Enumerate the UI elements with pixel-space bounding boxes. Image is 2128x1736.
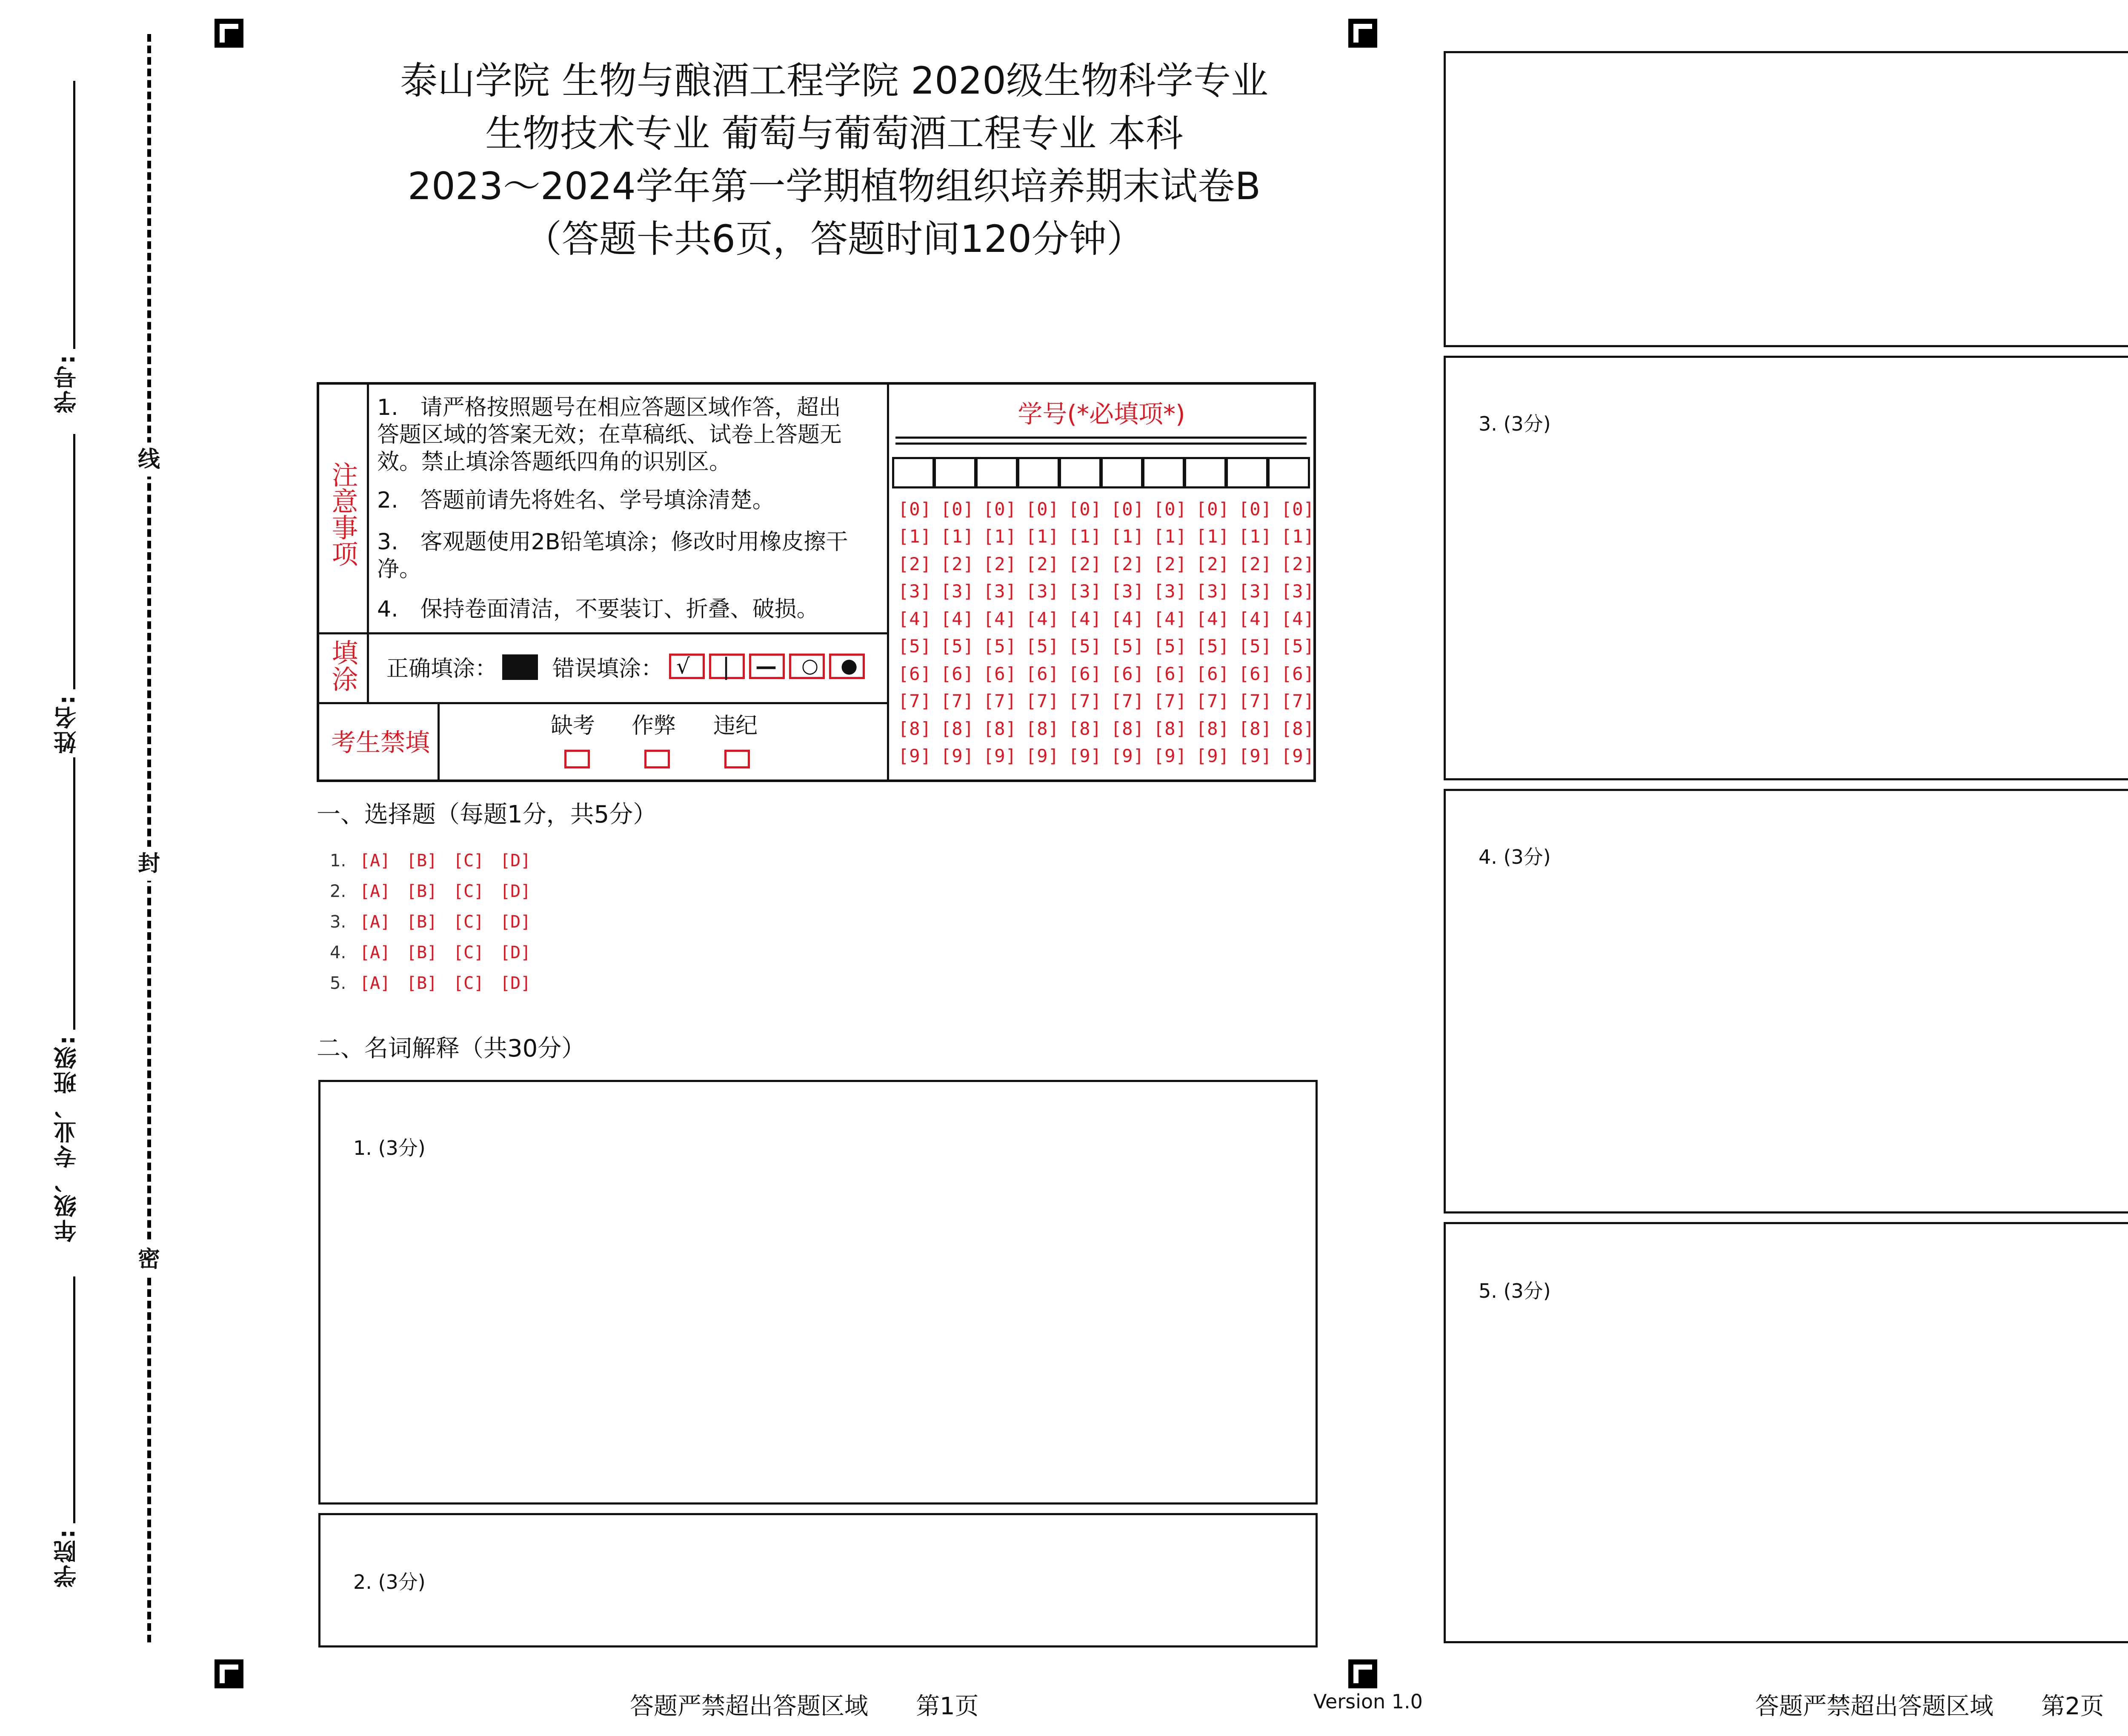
digit-row xyxy=(898,523,1324,551)
digit-bubble[interactable]: [2] xyxy=(1068,553,1102,574)
digit-bubble[interactable]: [0] xyxy=(941,498,974,520)
wrong-mark-circle: ○ xyxy=(789,654,825,679)
answer-box-q2[interactable] xyxy=(318,1513,1318,1647)
digit-row xyxy=(898,605,1324,633)
digit-bubble[interactable]: [2] xyxy=(1111,553,1144,574)
answer-box-continued[interactable] xyxy=(1444,51,2128,347)
mcq-row xyxy=(330,912,547,932)
exam-title-line3: 2023～2024学年第一学期植物组织培养期末试卷B xyxy=(407,164,1261,208)
section1-title: 一、选择题（每题1分，共5分） xyxy=(317,801,657,828)
digit-bubble[interactable]: [3] xyxy=(1196,581,1230,602)
table-divider xyxy=(887,382,889,782)
student-id-digit-cell[interactable] xyxy=(1101,457,1143,488)
digit-bubble[interactable]: [6] xyxy=(1111,663,1144,684)
digit-bubble[interactable]: [9] xyxy=(898,745,932,767)
correct-fill-sample xyxy=(502,654,538,680)
footer-page1: 答题严禁超出答题区域 第1页 xyxy=(630,1693,979,1720)
notice-item-4: 4. 保持卷面清洁，不要装订、折叠、破损。 xyxy=(377,597,819,622)
exam-only-label: 考生禁填 xyxy=(331,728,430,757)
digit-bubble[interactable]: [5] xyxy=(1196,636,1230,657)
digit-bubble[interactable]: [7] xyxy=(1196,691,1230,712)
exam-title-line4: （答题卡共6页，答题时间120分钟） xyxy=(524,217,1144,261)
digit-bubble[interactable]: [8] xyxy=(1281,718,1315,739)
digit-bubble[interactable]: [3] xyxy=(1153,581,1187,602)
digit-bubble[interactable]: [0] xyxy=(1068,498,1102,520)
digit-bubble[interactable]: [8] xyxy=(1238,718,1272,739)
notice-item-1: 1. 请严格按照题号在相应答题区域作答，超出答题区域的答案无效；在草稿纸、试卷上答题无效。禁止填涂答题纸四角的识别区。 xyxy=(377,395,842,475)
mcq-option-bubble[interactable]: [B] xyxy=(406,851,438,871)
digit-bubble[interactable]: [2] xyxy=(898,553,932,574)
digit-bubble[interactable]: [5] xyxy=(1153,636,1187,657)
digit-bubble[interactable]: [2] xyxy=(941,553,974,574)
notice-side-label: 注意事项 xyxy=(327,461,358,567)
digit-row xyxy=(898,688,1324,715)
student-id-digit-cell[interactable] xyxy=(934,457,976,488)
student-id-title: 学号(*必填项*) xyxy=(1018,400,1185,428)
name-line xyxy=(73,434,75,689)
digit-bubble[interactable]: [5] xyxy=(1026,636,1059,657)
corner-marker-icon xyxy=(1348,19,1377,48)
digit-row xyxy=(898,633,1324,660)
digit-bubble[interactable]: [6] xyxy=(898,663,932,684)
wrong-mark-check: √ xyxy=(669,654,705,679)
digit-bubble[interactable]: [9] xyxy=(1196,745,1230,767)
digit-bubble[interactable]: [2] xyxy=(1281,553,1315,574)
digit-bubble[interactable]: [9] xyxy=(983,745,1017,767)
digit-row xyxy=(898,578,1324,605)
digit-bubble[interactable]: [6] xyxy=(1196,663,1230,684)
digit-bubble[interactable]: [9] xyxy=(1238,745,1272,767)
student-id-digit-cell[interactable] xyxy=(1059,457,1101,488)
wrong-mark-dash: — xyxy=(749,654,785,679)
digit-bubble[interactable]: [4] xyxy=(1153,608,1187,629)
class-line xyxy=(73,757,75,1030)
mcq-option-bubble[interactable]: [D] xyxy=(500,943,531,962)
digit-bubble[interactable]: [3] xyxy=(1026,581,1059,602)
digit-bubble[interactable]: [9] xyxy=(941,745,974,767)
mcq-row xyxy=(330,882,547,901)
table-divider xyxy=(317,702,889,704)
corner-marker-icon xyxy=(215,1659,243,1688)
mcq-row xyxy=(330,943,547,962)
absent-label: 缺考 xyxy=(551,713,595,739)
mcq-number: 2. xyxy=(330,882,346,901)
digit-bubble[interactable]: [8] xyxy=(1153,718,1187,739)
digit-bubble[interactable]: [5] xyxy=(983,636,1017,657)
digit-bubble[interactable]: [3] xyxy=(1068,581,1102,602)
digit-bubble[interactable]: [9] xyxy=(1068,745,1102,767)
digit-bubble[interactable]: [8] xyxy=(898,718,932,739)
mcq-number: 3. xyxy=(330,912,346,932)
mcq-number: 1. xyxy=(330,851,346,871)
digit-bubble[interactable]: [7] xyxy=(983,691,1017,712)
digit-bubble[interactable]: [3] xyxy=(1281,581,1315,602)
digit-bubble[interactable]: [2] xyxy=(983,553,1017,574)
digit-bubble[interactable]: [6] xyxy=(941,663,974,684)
mcq-option-bubble[interactable]: [B] xyxy=(406,943,438,962)
student-id-digit-cell[interactable] xyxy=(1142,457,1185,488)
mcq-option-bubble[interactable]: [B] xyxy=(406,912,438,932)
wrong-mark-bar: | xyxy=(709,654,745,679)
digit-bubble[interactable]: [8] xyxy=(1196,718,1230,739)
college-label: 学院: xyxy=(53,1528,80,1588)
digit-bubble[interactable]: [1] xyxy=(1238,526,1272,547)
version-label: Version 1.0 xyxy=(1313,1690,1423,1713)
digit-bubble[interactable]: [1] xyxy=(898,526,932,547)
table-divider xyxy=(317,632,889,634)
mcq-option-bubble[interactable]: [B] xyxy=(406,974,438,993)
digit-bubble[interactable]: [4] xyxy=(1281,608,1315,629)
mcq-option-bubble[interactable]: [C] xyxy=(453,974,484,993)
digit-bubble[interactable]: [2] xyxy=(1238,553,1272,574)
binding-dashed-line xyxy=(147,34,151,1642)
digit-bubble[interactable]: [3] xyxy=(1238,581,1272,602)
student-id-line xyxy=(73,81,75,349)
digit-bubble[interactable]: [7] xyxy=(898,691,932,712)
exam-title-line2: 生物技术专业 葡萄与葡萄酒工程专业 本科 xyxy=(485,111,1183,155)
cheating-checkbox[interactable] xyxy=(644,750,670,768)
mcq-option-bubble[interactable]: [C] xyxy=(453,851,484,871)
mcq-option-bubble[interactable]: [D] xyxy=(500,974,531,993)
question-5-label: 5. (3分) xyxy=(1479,1279,1551,1302)
digit-bubble[interactable]: [6] xyxy=(983,663,1017,684)
digit-bubble[interactable]: [0] xyxy=(1196,498,1230,520)
wrong-mark-dot: ● xyxy=(829,654,865,679)
digit-bubble[interactable]: [4] xyxy=(1238,608,1272,629)
answer-box-q1[interactable] xyxy=(318,1080,1318,1505)
class-label: 年级、专业、班级: xyxy=(53,1034,80,1242)
mcq-number: 4. xyxy=(330,943,346,962)
digit-bubble[interactable]: [0] xyxy=(1153,498,1187,520)
seal-char-seal: 封 xyxy=(136,847,162,881)
digit-row xyxy=(898,715,1324,742)
digit-bubble[interactable]: [4] xyxy=(898,608,932,629)
name-label: 姓名: xyxy=(53,694,80,754)
student-id-title-rule xyxy=(895,443,1307,445)
corner-marker-icon xyxy=(1348,1659,1377,1688)
digit-bubble[interactable]: [8] xyxy=(1026,718,1059,739)
digit-bubble[interactable]: [3] xyxy=(983,581,1017,602)
mcq-option-bubble[interactable]: [B] xyxy=(406,882,438,901)
notice-item-3: 3. 客观题使用2B铅笔填涂；修改时用橡皮擦干净。 xyxy=(377,529,848,582)
absent-checkbox[interactable] xyxy=(564,750,590,768)
digit-bubble[interactable]: [8] xyxy=(983,718,1017,739)
digit-bubble[interactable]: [0] xyxy=(898,498,932,520)
seal-char-secret: 密 xyxy=(136,1242,162,1276)
digit-bubble[interactable]: [9] xyxy=(1026,745,1059,767)
mcq-option-bubble[interactable]: [A] xyxy=(360,974,391,993)
digit-bubble[interactable]: [7] xyxy=(941,691,974,712)
violation-checkbox[interactable] xyxy=(724,750,750,768)
digit-bubble[interactable]: [0] xyxy=(1238,498,1272,520)
student-id-bubble-grid[interactable] xyxy=(898,495,1324,770)
mcq-option-bubble[interactable]: [D] xyxy=(500,882,531,901)
corner-marker-icon xyxy=(215,19,243,48)
digit-bubble[interactable]: [1] xyxy=(1196,526,1230,547)
digit-bubble[interactable]: [0] xyxy=(1026,498,1059,520)
student-id-digit-cell[interactable] xyxy=(1017,457,1060,488)
student-id-label: 学号: xyxy=(53,353,80,414)
digit-bubble[interactable]: [7] xyxy=(1238,691,1272,712)
digit-bubble[interactable]: [6] xyxy=(1281,663,1315,684)
seal-char-line: 线 xyxy=(136,443,162,477)
digit-bubble[interactable]: [6] xyxy=(1153,663,1187,684)
digit-bubble[interactable]: [5] xyxy=(941,636,974,657)
exam-title-line1: 泰山学院 生物与酿酒工程学院 2020级生物科学专业 xyxy=(400,59,1268,103)
digit-bubble[interactable]: [5] xyxy=(1238,636,1272,657)
digit-bubble[interactable]: [3] xyxy=(898,581,932,602)
digit-bubble[interactable]: [7] xyxy=(1281,691,1315,712)
digit-bubble[interactable]: [5] xyxy=(1068,636,1102,657)
digit-bubble[interactable]: [1] xyxy=(1026,526,1059,547)
student-id-digit-cell[interactable] xyxy=(1267,457,1310,488)
digit-bubble[interactable]: [7] xyxy=(1068,691,1102,712)
digit-bubble[interactable]: [6] xyxy=(1068,663,1102,684)
digit-bubble[interactable]: [5] xyxy=(898,636,932,657)
digit-bubble[interactable]: [1] xyxy=(1068,526,1102,547)
college-line xyxy=(73,1276,75,1523)
student-id-digit-cell[interactable] xyxy=(1184,457,1227,488)
digit-bubble[interactable]: [1] xyxy=(983,526,1017,547)
footer-page2: 答题严禁超出答题区域 第2页 xyxy=(1755,1693,2104,1720)
mcq-row xyxy=(330,974,547,993)
digit-bubble[interactable]: [4] xyxy=(983,608,1017,629)
digit-bubble[interactable]: [0] xyxy=(1281,498,1315,520)
digit-bubble[interactable]: [3] xyxy=(941,581,974,602)
student-id-digit-cell[interactable] xyxy=(975,457,1018,488)
digit-bubble[interactable]: [2] xyxy=(1153,553,1187,574)
digit-bubble[interactable]: [1] xyxy=(941,526,974,547)
mcq-option-bubble[interactable]: [A] xyxy=(360,943,391,962)
digit-bubble[interactable]: [5] xyxy=(1111,636,1144,657)
wrong-fill-label: 错误填涂： xyxy=(552,656,664,682)
digit-bubble[interactable]: [3] xyxy=(1111,581,1144,602)
digit-bubble[interactable]: [5] xyxy=(1281,636,1315,657)
violation-label: 违纪 xyxy=(713,713,758,739)
table-divider xyxy=(438,702,440,782)
digit-bubble[interactable]: [8] xyxy=(1111,718,1144,739)
mcq-number: 5. xyxy=(330,974,346,993)
fill-side-label: 填涂 xyxy=(327,639,358,692)
digit-bubble[interactable]: [7] xyxy=(1153,691,1187,712)
digit-bubble[interactable]: [2] xyxy=(1026,553,1059,574)
table-divider xyxy=(367,382,369,702)
digit-bubble[interactable]: [4] xyxy=(941,608,974,629)
mcq-row xyxy=(330,851,547,871)
digit-bubble[interactable]: [6] xyxy=(1026,663,1059,684)
digit-bubble[interactable]: [9] xyxy=(1281,745,1315,767)
digit-bubble[interactable]: [6] xyxy=(1238,663,1272,684)
mcq-option-bubble[interactable]: [C] xyxy=(453,943,484,962)
mcq-option-bubble[interactable]: [D] xyxy=(500,912,531,932)
digit-row xyxy=(898,742,1324,770)
digit-bubble[interactable]: [9] xyxy=(1111,745,1144,767)
mcq-option-bubble[interactable]: [C] xyxy=(453,912,484,932)
digit-bubble[interactable]: [2] xyxy=(1196,553,1230,574)
digit-bubble[interactable]: [4] xyxy=(1111,608,1144,629)
digit-bubble[interactable]: [0] xyxy=(983,498,1017,520)
student-id-title-rule xyxy=(895,437,1307,439)
digit-bubble[interactable]: [1] xyxy=(1111,526,1144,547)
digit-row xyxy=(898,550,1324,578)
cheating-label: 作弊 xyxy=(632,713,676,739)
correct-fill-label: 正确填涂： xyxy=(386,656,498,682)
question-2-label: 2. (3分) xyxy=(353,1570,426,1593)
digit-row xyxy=(898,495,1324,523)
digit-bubble[interactable]: [7] xyxy=(1026,691,1059,712)
question-3-label: 3. (3分) xyxy=(1479,412,1551,435)
question-4-label: 4. (3分) xyxy=(1479,845,1551,868)
digit-bubble[interactable]: [0] xyxy=(1111,498,1144,520)
section2-title: 二、名词解释（共30分） xyxy=(317,1035,586,1062)
digit-bubble[interactable]: [8] xyxy=(941,718,974,739)
digit-bubble[interactable]: [1] xyxy=(1153,526,1187,547)
notice-item-2: 2. 答题前请先将姓名、学号填涂清楚。 xyxy=(377,488,775,513)
digit-bubble[interactable]: [4] xyxy=(1068,608,1102,629)
digit-bubble[interactable]: [8] xyxy=(1068,718,1102,739)
digit-bubble[interactable]: [4] xyxy=(1196,608,1230,629)
student-id-digit-cell[interactable] xyxy=(892,457,935,488)
mcq-option-bubble[interactable]: [D] xyxy=(500,851,531,871)
mcq-option-bubble[interactable]: [A] xyxy=(360,882,391,901)
digit-bubble[interactable]: [1] xyxy=(1281,526,1315,547)
digit-bubble[interactable]: [9] xyxy=(1153,745,1187,767)
digit-bubble[interactable]: [7] xyxy=(1111,691,1144,712)
digit-bubble[interactable]: [4] xyxy=(1026,608,1059,629)
digit-row xyxy=(898,660,1324,688)
mcq-option-bubble[interactable]: [A] xyxy=(360,851,391,871)
mcq-option-bubble[interactable]: [A] xyxy=(360,912,391,932)
student-id-digit-cell[interactable] xyxy=(1226,457,1268,488)
question-1-label: 1. (3分) xyxy=(353,1136,426,1159)
mcq-option-bubble[interactable]: [C] xyxy=(453,882,484,901)
